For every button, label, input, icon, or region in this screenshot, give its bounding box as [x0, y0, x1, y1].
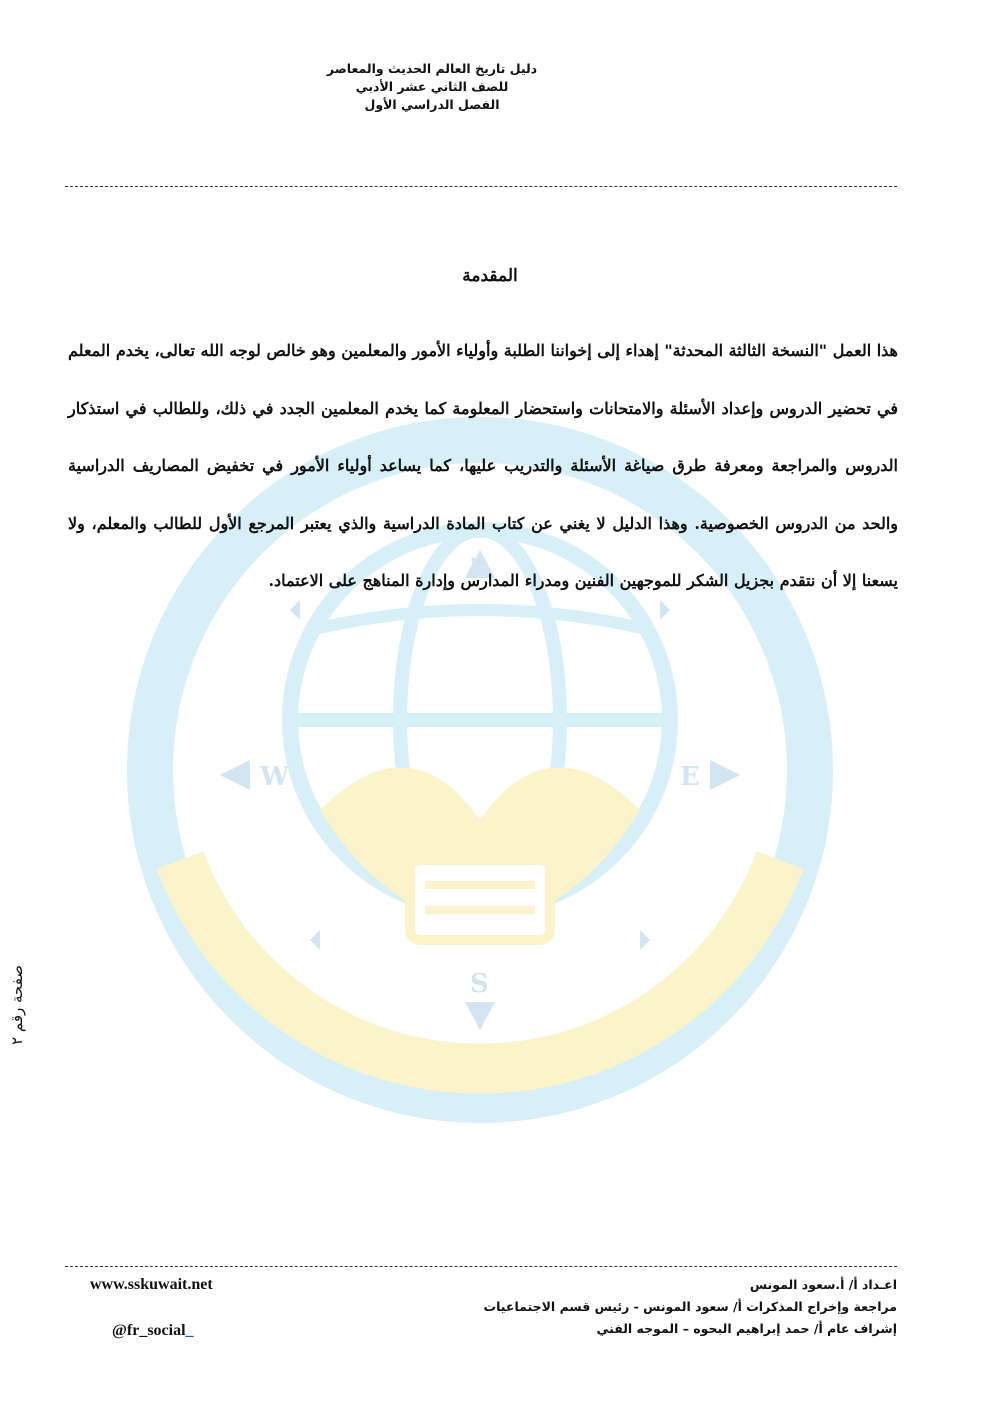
social-handle-text: @fr_social — [112, 1322, 186, 1339]
header-grade: للصف الثاني عشر الأدبي — [355, 79, 509, 94]
footer-review: مراجعة وإخراج المذكرات أ/ سعود المونس - رئيس قسم الاجتماعيات — [483, 1299, 897, 1314]
page-number: صفحة رقم ٢ — [8, 965, 26, 1046]
watermark-letter-w: W — [260, 762, 290, 792]
header-semester: الفصل الدراسي الأول — [364, 97, 500, 112]
footer-credits — [427, 1274, 897, 1340]
watermark-letter-n: N — [470, 556, 483, 572]
document-header — [300, 60, 564, 114]
watermark-west-pointer — [220, 760, 250, 790]
header-divider — [65, 186, 897, 187]
watermark-letter-s: S — [470, 969, 489, 999]
footer-divider — [65, 1266, 897, 1267]
watermark-letter-e: E — [680, 762, 700, 792]
watermark-outer-ring-yellow — [180, 860, 780, 1069]
footer-prepared-by: اعـداد أ/ أ.سعود المونس — [749, 1277, 897, 1292]
website-link[interactable]: www.sskuwait.net — [90, 1276, 213, 1293]
footer-supervision: إشراف عام أ/ حمد إبراهيم البحوه – الموجه الفني — [596, 1321, 897, 1336]
watermark-book — [410, 860, 550, 940]
intro-paragraph: هذا العمل "النسخة الثالثة المحدثة" إهداء إلى إخواننا الطلبة وأولياء الأمور والمعلمين وهو خالص لوجه الله تعالى، يخدم المعلم في تحضير الدروس وإعداد الأسئلة والامتحانات واستحضار المعلومة كما يخدم المعلمين الجدد في ذلك، وللطالب في استذكار الدروس والمراجعة ومعرفة طرق صياغة الأسئلة والتدريب عليها، كما يساعد أولياء الأمور في تخفيض المصاريف الدراسية والحد من الدروس الخصوصية. وهذا الدليل لا يغني عن كتاب المادة الدراسية والذي يعتبر المرجع الأول للطالب والمعلم، ولا يسعنا إلا أن نتقدم بجزيل الشكر للموجهين الفنين ومدراء المدارس وإدارة المناهج على الاعتماد. — [68, 341, 898, 590]
social-handle-underscore: _ — [185, 1322, 194, 1339]
social-handle[interactable] — [112, 1322, 194, 1340]
watermark-east-pointer — [710, 760, 740, 790]
header-guide-title: دليل تاريخ العالم الحديث والمعاصر — [326, 61, 538, 76]
watermark-figures — [320, 767, 640, 930]
page-title: المقدمة — [462, 266, 518, 286]
watermark-south-pointer — [465, 1002, 495, 1030]
